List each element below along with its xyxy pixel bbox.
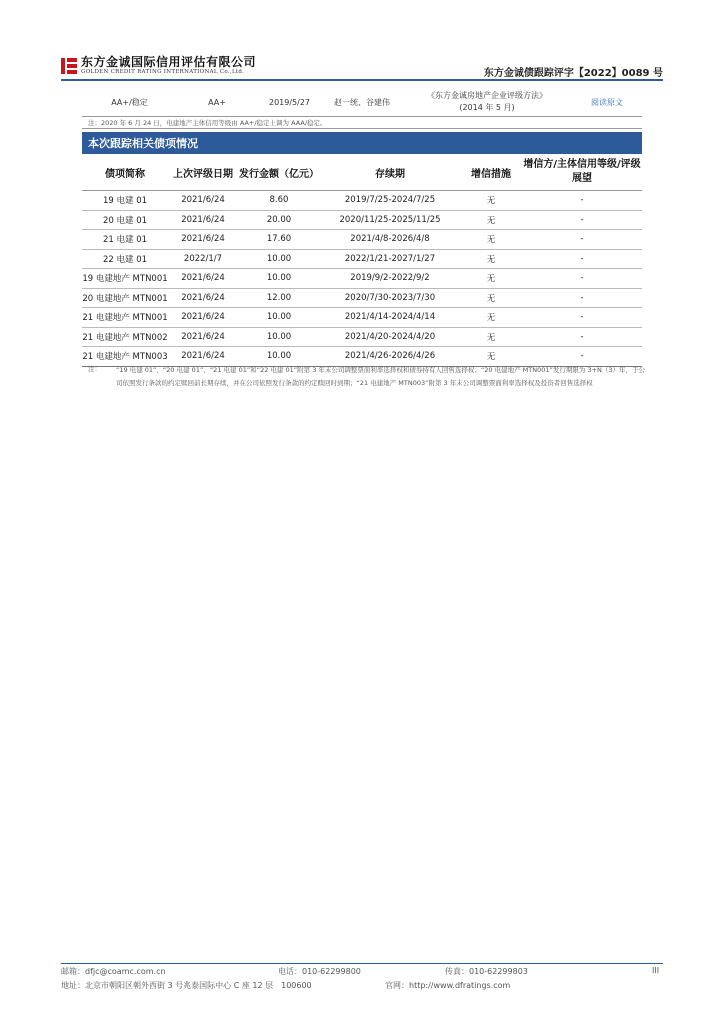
issue-amount-cell: 10.00 — [238, 249, 320, 269]
issue-amount-cell: 10.00 — [238, 308, 320, 328]
issue-amount-cell: 10.00 — [238, 327, 320, 347]
table-row — [82, 269, 642, 289]
header-last-rating-date: 上次评级日期 — [168, 154, 238, 191]
rating-cell: AA+/稳定 — [111, 97, 148, 107]
term-cell: 2021/4/14-2024/4/14 — [320, 308, 460, 328]
guarantor-rating-cell: - — [522, 249, 642, 269]
last-rating-date-cell: 2021/6/24 — [168, 347, 238, 367]
footer-divider — [61, 963, 663, 964]
header-guarantor-rating: 增信方/主体信用等级/评级展望 — [522, 154, 642, 191]
bond-name-cell: 21 电建地产 MTN001 — [82, 308, 168, 328]
guarantor-rating-cell: - — [522, 288, 642, 308]
company-name-en: GOLDEN CREDIT RATING INTERNATIONAL Co.,Ltd. — [81, 69, 245, 75]
previous-rating-table — [82, 90, 642, 114]
credit-enhancement-cell: 无 — [460, 230, 522, 250]
guarantor-rating-cell: - — [522, 210, 642, 230]
term-cell: 2022/1/21-2027/1/27 — [320, 249, 460, 269]
bond-name-cell: 22 电建 01 — [82, 249, 168, 269]
method-date: (2014 年 5 月) — [459, 103, 515, 112]
header-bond-name: 债项简称 — [82, 154, 168, 191]
bond-name-cell: 21 电建地产 MTN003 — [82, 347, 168, 367]
analysts-cell: 赵一统、谷建伟 — [334, 97, 390, 107]
guarantor-rating-cell: - — [522, 269, 642, 289]
bond-name-cell: 21 电建 01 — [82, 230, 168, 250]
last-rating-date-cell: 2021/6/24 — [168, 327, 238, 347]
footer-phone: 电话：010-62299800 — [278, 967, 361, 976]
link-text[interactable]: 阅读原文 — [591, 97, 623, 107]
footer-email: 邮箱：dfjc@coamc.com.cn — [61, 967, 166, 976]
credit-enhancement-cell: 无 — [460, 327, 522, 347]
guarantor-rating-cell: - — [522, 191, 642, 211]
credit-enhancement-cell: 无 — [460, 269, 522, 289]
issue-amount-cell: 10.00 — [238, 347, 320, 367]
last-rating-date-cell: 2022/1/7 — [168, 249, 238, 269]
bond-table — [82, 154, 642, 367]
last-rating-date-cell: 2021/6/24 — [168, 230, 238, 250]
issue-amount-cell: 10.00 — [238, 269, 320, 289]
method-cell — [402, 90, 572, 114]
table-row — [82, 90, 642, 114]
table-header-row — [82, 154, 642, 191]
last-rating-date-cell: 2021/6/24 — [168, 288, 238, 308]
last-rating-date-cell: 2021/6/24 — [168, 210, 238, 230]
guarantor-rating-cell: - — [522, 230, 642, 250]
bond-name-cell: 20 电建地产 MTN001 — [82, 288, 168, 308]
table-row — [82, 327, 642, 347]
credit-enhancement-cell: 无 — [460, 210, 522, 230]
guarantor-rating-cell: - — [522, 308, 642, 328]
issue-amount-cell: 8.60 — [238, 191, 320, 211]
term-cell: 2021/4/20-2024/4/20 — [320, 327, 460, 347]
term-cell: 2021/4/26-2026/4/26 — [320, 347, 460, 367]
note-label: 注： — [88, 365, 101, 373]
report-number: 东方金诚债跟踪评字【2022】0089 号 — [483, 68, 663, 79]
credit-enhancement-cell: 无 — [460, 191, 522, 211]
read-original-link[interactable] — [572, 90, 642, 114]
footer-website: 官网：http://www.dfratings.com — [385, 981, 511, 990]
table-row — [82, 230, 642, 250]
company-logo — [61, 56, 256, 76]
issue-amount-cell: 17.60 — [238, 230, 320, 250]
credit-enhancement-cell: 无 — [460, 308, 522, 328]
date-cell: 2019/5/27 — [268, 97, 311, 107]
table-row — [82, 249, 642, 269]
header-issue-amount: 发行金额（亿元） — [238, 154, 320, 191]
logo-icon — [61, 58, 77, 74]
issue-amount-cell: 20.00 — [238, 210, 320, 230]
divider — [82, 128, 642, 129]
guarantor-rating-cell: - — [522, 347, 642, 367]
credit-enhancement-cell: 无 — [460, 249, 522, 269]
table-row — [82, 288, 642, 308]
footer-address: 地址：北京市朝阳区朝外西街 3 号兆泰国际中心 C 座 12 层 100600 — [61, 981, 312, 990]
bond-note: “19 电建 01”、“20 电建 01”、“21 电建 01”和“22 电建 01”附第 3 年末公司调整票面利率选择权和债券持有人回售选择权；“20 电建地产 MTN001”发行期限为 3+N（3）年，于公司依照发行条款的约定赎回前长期存续，并在公司依照发行条款的约定赎回时到期；“21 电建地产 MTN003”附第 3 年末公司调整票面利率选择权及投资者回售选择权 — [116, 366, 646, 387]
term-cell: 2019/9/2-2022/9/2 — [320, 269, 460, 289]
term-cell: 2020/7/30-2023/7/30 — [320, 288, 460, 308]
last-rating-date-cell: 2021/6/24 — [168, 308, 238, 328]
table-row — [82, 308, 642, 328]
issue-amount-cell: 12.00 — [238, 288, 320, 308]
last-rating-date-cell: 2021/6/24 — [168, 269, 238, 289]
term-cell: 2020/11/25-2025/11/25 — [320, 210, 460, 230]
bond-name-cell: 19 电建 01 — [82, 191, 168, 211]
credit-enhancement-cell: 无 — [460, 288, 522, 308]
credit-enhancement-cell: 无 — [460, 347, 522, 367]
bond-rating-cell: AA+ — [208, 97, 226, 107]
last-rating-date-cell: 2021/6/24 — [168, 191, 238, 211]
bond-table-body — [82, 191, 642, 367]
header-credit-enhancement: 增信措施 — [460, 154, 522, 191]
bond-name-cell: 20 电建 01 — [82, 210, 168, 230]
guarantor-rating-cell: - — [522, 327, 642, 347]
term-cell: 2021/4/8-2026/4/8 — [320, 230, 460, 250]
term-cell: 2019/7/25-2024/7/25 — [320, 191, 460, 211]
table-row — [82, 210, 642, 230]
company-name-cn: 东方金诚国际信用评估有限公司 — [81, 55, 257, 69]
method-title: 《东方金诚房地产企业评级方法》 — [427, 91, 547, 100]
header-term: 存续期 — [320, 154, 460, 191]
footer-fax: 传真：010-62299803 — [445, 967, 528, 976]
bond-name-cell: 21 电建地产 MTN002 — [82, 327, 168, 347]
rating-note: 注：2020 年 6 月 24 日，电建地产主体信用等级由 AA+/稳定上调为 AAA/稳定。 — [88, 119, 327, 127]
divider — [82, 116, 642, 117]
table-row — [82, 191, 642, 211]
page-number: III — [652, 966, 660, 975]
header-divider — [61, 79, 663, 81]
section-title: 本次跟踪相关债项情况 — [82, 132, 642, 154]
bond-name-cell: 19 电建地产 MTN001 — [82, 269, 168, 289]
